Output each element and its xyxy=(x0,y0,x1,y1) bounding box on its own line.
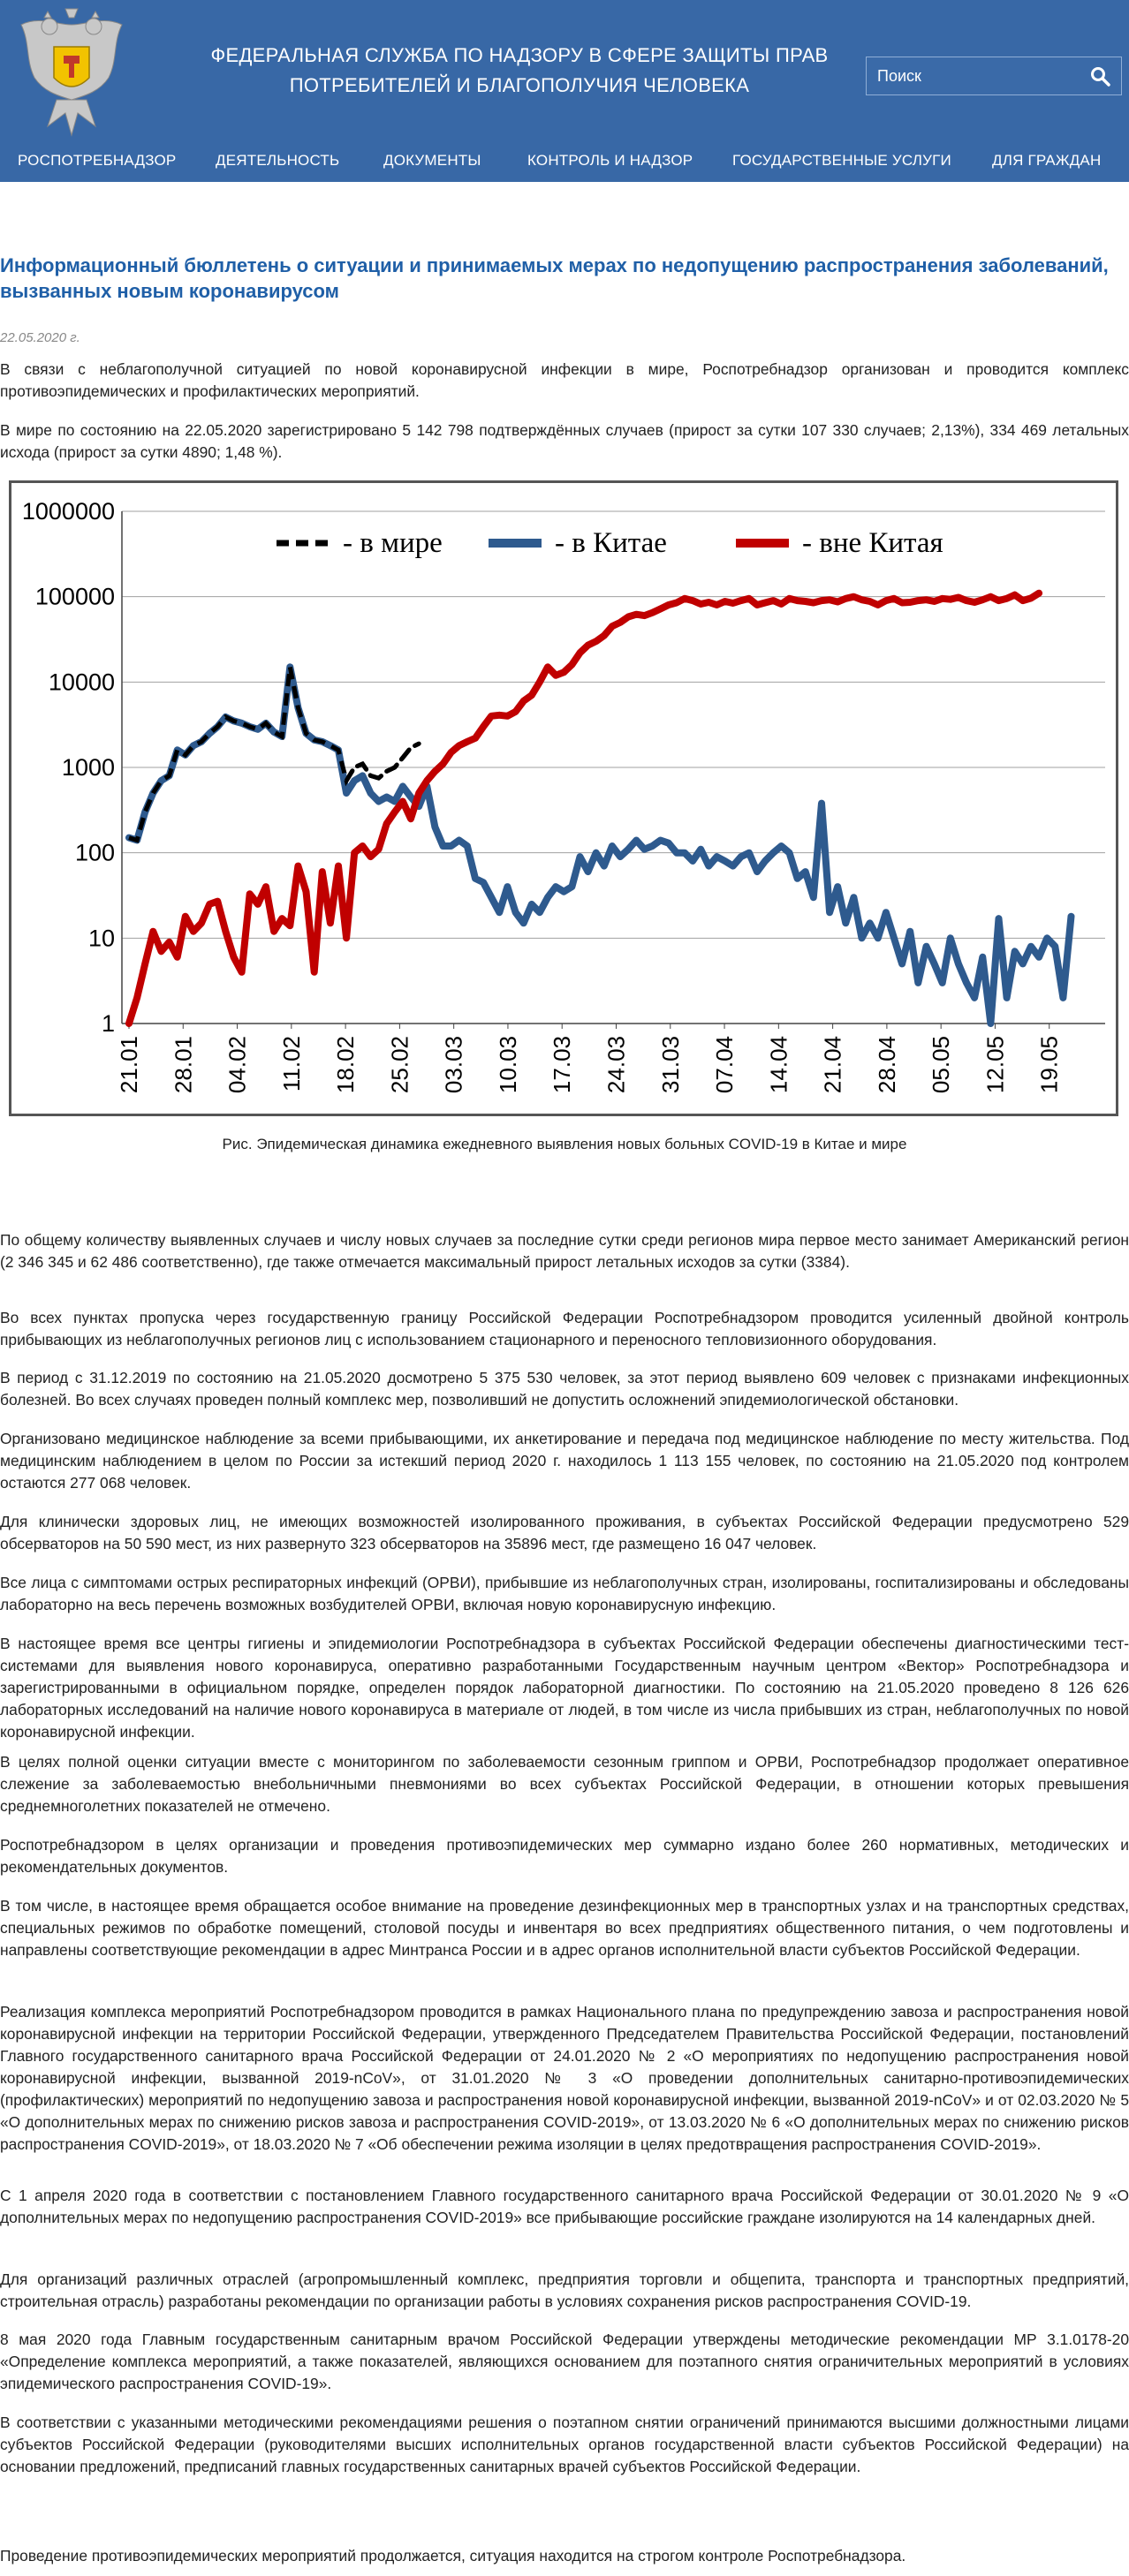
y-tick-label: 100000 xyxy=(34,583,115,610)
paragraph: 8 мая 2020 года Главным государственным санитарным врачом Российской Федерации утверждены методические рекомендации МР 3.1.0178-20 «Определение комплекса мероприятий, а также показателей, являющихся основанием для поэтапного снятия ограничительных мероприятий в условиях эпидемического распространения COVID-19». xyxy=(0,2330,1129,2392)
x-tick-label: 11.02 xyxy=(277,1036,305,1092)
x-tick-label: 03.03 xyxy=(440,1036,467,1094)
paragraph: Все лица с симптомами острых респираторных инфекций (ОРВИ), прибывшие из неблагополучных стран, изолированы, госпитализированы и обследованы лабораторно на весь перечень возможных возбудителей ОРВИ, включая новую коронавирусную инфекцию. xyxy=(0,1574,1129,1613)
nav-item-control[interactable]: КОНТРОЛЬ И НАДЗОР xyxy=(527,152,693,169)
nav-item-for-citizens[interactable]: ДЛЯ ГРАЖДАН xyxy=(992,152,1102,169)
paragraph: В настоящее время все центры гигиены и эпидемиологии Роспотребнадзора в субъектах Российской Федерации обеспечены диагностическими тест-системами для выявления нового коронавируса, оперативно разработанными Государственным научным центром «Вектор» Роспотребнадзора и зарегистрированными в официальном порядке, определен порядок лабораторной диагностики. По состоянию на 21.05.2020 проведено 8 126 626 лабораторных исследований на наличие нового коронавируса в материале от людей, в том числе из числа прибывших из стран, неблагополучных по новой коронавирусной инфекции. xyxy=(0,1635,1129,1741)
nav-item-documents[interactable]: ДОКУМЕНТЫ xyxy=(383,152,481,169)
x-tick-label: 19.05 xyxy=(1035,1036,1063,1094)
x-tick-label: 05.05 xyxy=(928,1036,955,1094)
article-title: Информационный бюллетень о ситуации и принимаемых мерах по недопущению распространения заболеваний, вызванных новым коронавирусом xyxy=(0,254,1109,302)
paragraph: По общему количеству выявленных случаев и числу новых случаев за последние сутки среди регионов мира первое место занимает Американский регион (2 346 345 и 62 486 соответственно), где также отмечается максимальный прирост летальных исходов за сутки (3384). xyxy=(0,1231,1129,1271)
x-tick-label: 28.04 xyxy=(873,1036,900,1094)
paragraph: В мире по состоянию на 22.05.2020 зарегистрировано 5 142 798 подтверждённых случаев (прирост за сутки 107 330 случаев; 2,13%), 334 469 летальных исхода (прирост за сутки 4890; 1,48 %). xyxy=(0,421,1129,461)
nav-item-activity[interactable]: ДЕЯТЕЛЬНОСТЬ xyxy=(216,152,340,169)
site-header xyxy=(0,0,1129,182)
agency-title-line1: ФЕДЕРАЛЬНАЯ СЛУЖБА ПО НАДЗОРУ В СФЕРЕ ЗАЩИТЫ ПРАВ xyxy=(210,44,829,66)
search-input[interactable] xyxy=(867,57,1089,94)
x-tick-label: 07.04 xyxy=(711,1036,739,1094)
legend-label: - в мире xyxy=(343,527,443,559)
magnifier-icon[interactable] xyxy=(1089,65,1110,87)
nav-item-rospotrebnadzor[interactable]: РОСПОТРЕБНАДЗОР xyxy=(18,152,177,169)
x-tick-label: 24.03 xyxy=(602,1036,630,1094)
y-tick-label: 10000 xyxy=(48,669,115,696)
paragraph: В том числе, в настоящее время обращается особое внимание на проведение дезинфекционных мер в транспортных узлах и на транспортных средствах, специальных режимов по обработке помещений, столовой посуды и инвентаря во всех предприятиях общественного питания, о чем подготовлены и направлены соответствующие рекомендации в адрес Минтранса России и в адрес органов исполнительной власти субъектов Российской Федерации. xyxy=(0,1897,1129,1959)
agency-title xyxy=(203,41,836,101)
search-box xyxy=(866,57,1122,95)
x-tick-label: 12.05 xyxy=(981,1036,1009,1094)
paragraph: С 1 апреля 2020 года в соответствии с постановлением Главного государственного санитарного врача Российской Федерации от 30.01.2020 № 9 «О дополнительных мерах по недопущению распространения COVID-2019» все прибывающие российские граждане изолируются на 14 календарных дней. xyxy=(0,2187,1129,2226)
paragraph: Во всех пунктах пропуска через государственную границу Российской Федерации Роспотребнадзором проводится усиленный двойной контроль прибывающих из неблагополучных регионов лиц с использованием стационарного и переносного тепловизионного оборудования. xyxy=(0,1309,1129,1348)
x-tick-label: 17.03 xyxy=(549,1036,576,1094)
x-tick-label: 18.02 xyxy=(332,1036,360,1094)
paragraph: В период с 31.12.2019 по состоянию на 21.05.2020 досмотрено 5 375 530 человек, за этот период выявлено 609 человек с признаками инфекционных болезней. Во всех случаях проведен полный комплекс мер, позволивший не допустить осложнений эпидемиологической обстановки. xyxy=(0,1369,1129,1409)
chart-svg xyxy=(11,483,1116,1114)
y-tick-label: 1000 xyxy=(61,754,115,781)
double-headed-eagle-emblem-icon[interactable] xyxy=(12,7,131,140)
x-tick-label: 10.03 xyxy=(494,1036,521,1094)
paragraph: В соответствии с указанными методическими рекомендациями решения о поэтапном снятии ограничений принимаются высшими должностными лицами субъектов Российской Федерации (руководителями высших исполнительных органов государственной власти субъектов Российской Федерации) на основании предложений, предписаний главных государственных санитарных врачей субъектов Российской Федерации. xyxy=(0,2414,1129,2475)
legend-label: - вне Китая xyxy=(802,527,943,559)
y-tick-label: 1000000 xyxy=(21,498,115,525)
paragraph: В целях полной оценки ситуации вместе с мониторингом по заболеваемости сезонным гриппом и ОРВИ, Роспотребнадзор продолжает оперативное слежение за заболеваемостью внебольничными пневмониями во всех субъектах Российской Федерации, в отношении которых превышения среднемноголетних показателей не отмечено. xyxy=(0,1753,1129,1815)
paragraph: Для организаций различных отраслей (агропромышленный комплекс, предприятия торговли и общепита, транспорта и транспортных предприятий, строительная отрасль) разработаны рекомендации по организации работы в условиях сохранения рисков распространения COVID-19. xyxy=(0,2270,1129,2310)
nav-item-public-services[interactable]: ГОСУДАРСТВЕННЫЕ УСЛУГИ xyxy=(732,152,951,169)
x-tick-label: 21.04 xyxy=(819,1036,846,1094)
y-tick-label: 1 xyxy=(101,1010,115,1037)
paragraph: Для клинически здоровых лиц, не имеющих возможностей изолированного проживания, в субъектах Российской Федерации предусмотрено 529 обсерваторов на 50 590 мест, из них развернуто 323 обсерваторов на 35896 мест, где размещено 16 047 человек. xyxy=(0,1513,1129,1552)
paragraph: Роспотребнадзором в целях организации и проведения противоэпидемических мер суммарно издано более 260 нормативных, методических и рекомендательных документов. xyxy=(0,1836,1129,1876)
article-date: 22.05.2020 г. xyxy=(0,330,80,345)
paragraph: Реализация комплекса мероприятий Роспотребнадзором проводится в рамках Национального плана по предупреждению завоза и распространения новой коронавирусной инфекции на территории Российской Федерации, утвержденного Председателем Правительства Российской Федерации, постановлений Главного государственного санитарного врача Российской Федерации от 24.01.2020 № 2 «О мероприятиях по недопущению распространения новой коронавирусной инфекции, вызванной 2019-nCoV», от 31.01.2020 № 3 «О проведении дополнительных санитарно-противоэпидемических (профилактических) мероприятий по недопущению завоза и распространения новой коронавирусной инфекции, вызванной 2019-nCoV» и от 02.03.2020 № 5 «О дополнительных мерах по снижению рисков завоза и распространения COVID-2019», от 13.03.2020 № 6 «О дополнительных мерах по снижению рисков распространения COVID-2019», от 18.03.2020 № 7 «Об обеспечении режима изоляции в целях предотвращения распространения COVID-2019». xyxy=(0,2003,1129,2153)
x-tick-label: 31.03 xyxy=(656,1036,684,1094)
legend-label: - в Китае xyxy=(555,527,667,559)
paragraph: Организовано медицинское наблюдение за всеми прибывающими, их анкетирование и передача под медицинское наблюдение по месту жительства. Под медицинским наблюдением в целом по России за истекший период 2020 г. находилось 1 113 155 человек, по состоянию на 21.05.2020 под контролем остаются 277 068 человек. xyxy=(0,1430,1129,1492)
x-tick-label: 25.02 xyxy=(386,1036,413,1094)
epidemic-chart xyxy=(9,480,1118,1116)
paragraph: Проведение противоэпидемических мероприятий продолжается, ситуация находится на строгом контроле Роспотребнадзора. xyxy=(0,2547,906,2565)
x-tick-label: 14.04 xyxy=(765,1036,792,1094)
figure-caption: Рис. Эпидемическая динамика ежедневного выявления новых больных COVID-19 в Китае и мире xyxy=(222,1136,907,1152)
series-line-1 xyxy=(129,667,1072,1024)
y-tick-label: 10 xyxy=(87,925,115,952)
agency-title-line2: ПОТРЕБИТЕЛЕЙ И БЛАГОПОЛУЧИЯ ЧЕЛОВЕКА xyxy=(289,74,750,96)
x-tick-label: 04.02 xyxy=(224,1036,251,1094)
x-tick-label: 28.01 xyxy=(170,1036,197,1094)
main-nav xyxy=(0,148,1129,177)
x-tick-label: 21.01 xyxy=(116,1036,142,1094)
y-tick-label: 100 xyxy=(74,839,115,866)
paragraph: В связи с неблагополучной ситуацией по новой коронавирусной инфекции в мире, Роспотребнадзор организован и проводится комплекс противоэпидемических и профилактических мероприятий. xyxy=(0,360,1129,400)
